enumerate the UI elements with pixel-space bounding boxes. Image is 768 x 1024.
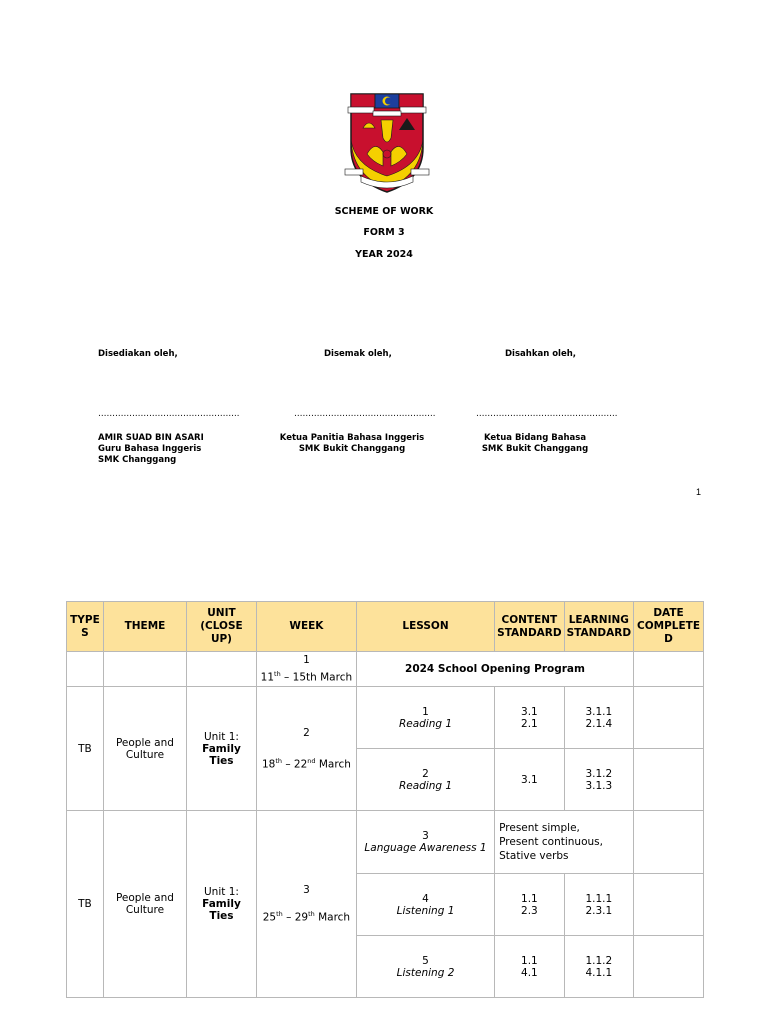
theme-cell: People and Culture [103, 811, 186, 998]
unit-cell [187, 811, 257, 998]
approved-role: Ketua Bidang Bahasa [483, 433, 587, 443]
unit-prefix: Unit 1: [204, 886, 239, 898]
signature-line-checked: ………………………………………….. [294, 409, 436, 419]
header-learning-standard: LEARNING STANDARD [564, 602, 633, 652]
lesson-cell: 5 Listening 2 [356, 936, 494, 998]
learning-standard-cell: 3.1.2 3.1.3 [564, 749, 633, 811]
date-cell [634, 874, 704, 936]
table-cell [187, 652, 257, 687]
table-cell [67, 652, 104, 687]
content-standard-cell: 1.1 4.1 [495, 936, 564, 998]
date-cell [634, 936, 704, 998]
learning-standard-cell: 1.1.2 4.1.1 [564, 936, 633, 998]
checked-by-block [279, 433, 425, 455]
week-cell [256, 811, 356, 998]
prepared-name: AMIR SUAD BIN ASARI [98, 433, 204, 443]
approved-by-label: Disahkan oleh, [505, 349, 577, 359]
type-cell: TB [67, 811, 104, 998]
document-title: SCHEME OF WORK [334, 206, 434, 217]
unit-name: Family Ties [202, 898, 241, 922]
prepared-role: Guru Bahasa Inggeris [98, 444, 202, 454]
header-unit: UNIT (CLOSE UP) [187, 602, 257, 652]
prepared-by-label: Disediakan oleh, [98, 349, 178, 359]
scheme-of-work-table [66, 601, 704, 998]
week-dates: 11th – 15th March [260, 670, 353, 684]
checked-by-label: Disemak oleh, [324, 349, 392, 359]
week-number: 2 [303, 726, 310, 739]
event-cell: 2024 School Opening Program [356, 652, 633, 687]
table-header-row [67, 602, 704, 652]
header-week: WEEK [256, 602, 356, 652]
year-label: YEAR 2024 [355, 249, 413, 260]
table-row [67, 811, 704, 874]
table-row [67, 652, 704, 687]
signature-line-approved: ………………………………………….. [476, 409, 618, 419]
content-standard-cell: 1.1 2.3 [495, 874, 564, 936]
checked-role: Ketua Panitia Bahasa Inggeris [279, 433, 425, 443]
table-cell [103, 652, 186, 687]
date-cell [634, 687, 704, 749]
signature-line-prepared: ………………………………………….. [98, 409, 240, 419]
approved-by-block [474, 433, 596, 455]
page-number: 1 [696, 487, 702, 497]
school-crest-logo [343, 90, 431, 194]
week-cell [256, 687, 356, 811]
unit-name: Family Ties [202, 742, 241, 767]
week-number: 3 [303, 884, 310, 897]
header-theme: THEME [103, 602, 186, 652]
week-number: 1 [303, 654, 310, 667]
unit-cell [187, 687, 257, 811]
week-dates: 18th – 22nd March [261, 756, 351, 771]
form-label: FORM 3 [363, 227, 405, 238]
header-date-completed: DATE COMPLETE D [634, 602, 704, 652]
lesson-cell: 3 Language Awareness 1 [356, 811, 494, 874]
lesson-cell: 4 Listening 1 [356, 874, 494, 936]
checked-school: SMK Bukit Changgang [298, 444, 406, 454]
table-row [67, 687, 704, 749]
content-standard-cell: Present simple, Present continuous, Stative verbs [495, 811, 634, 874]
table-cell [634, 652, 704, 687]
content-standard-cell: 3.1 [495, 749, 564, 811]
week-cell [256, 652, 356, 687]
type-cell: TB [67, 687, 104, 811]
theme-cell: People and Culture [103, 687, 186, 811]
lesson-cell: 2 Reading 1 [356, 749, 494, 811]
week-dates: 25th – 29th March [262, 910, 351, 924]
header-content-standard: CONTENT STANDARD [495, 602, 564, 652]
header-types: TYPE S [67, 602, 104, 652]
unit-prefix: Unit 1: [204, 730, 239, 743]
prepared-school: SMK Changgang [98, 455, 177, 465]
approved-school: SMK Bukit Changgang [481, 444, 589, 454]
date-cell [634, 749, 704, 811]
learning-standard-cell: 1.1.1 2.3.1 [564, 874, 633, 936]
learning-standard-cell: 3.1.1 2.1.4 [564, 687, 633, 749]
lesson-cell: 1 Reading 1 [356, 687, 494, 749]
date-cell [634, 811, 704, 874]
header-lesson: LESSON [356, 602, 494, 652]
content-standard-cell: 3.1 2.1 [495, 687, 564, 749]
prepared-by-block [98, 433, 204, 466]
